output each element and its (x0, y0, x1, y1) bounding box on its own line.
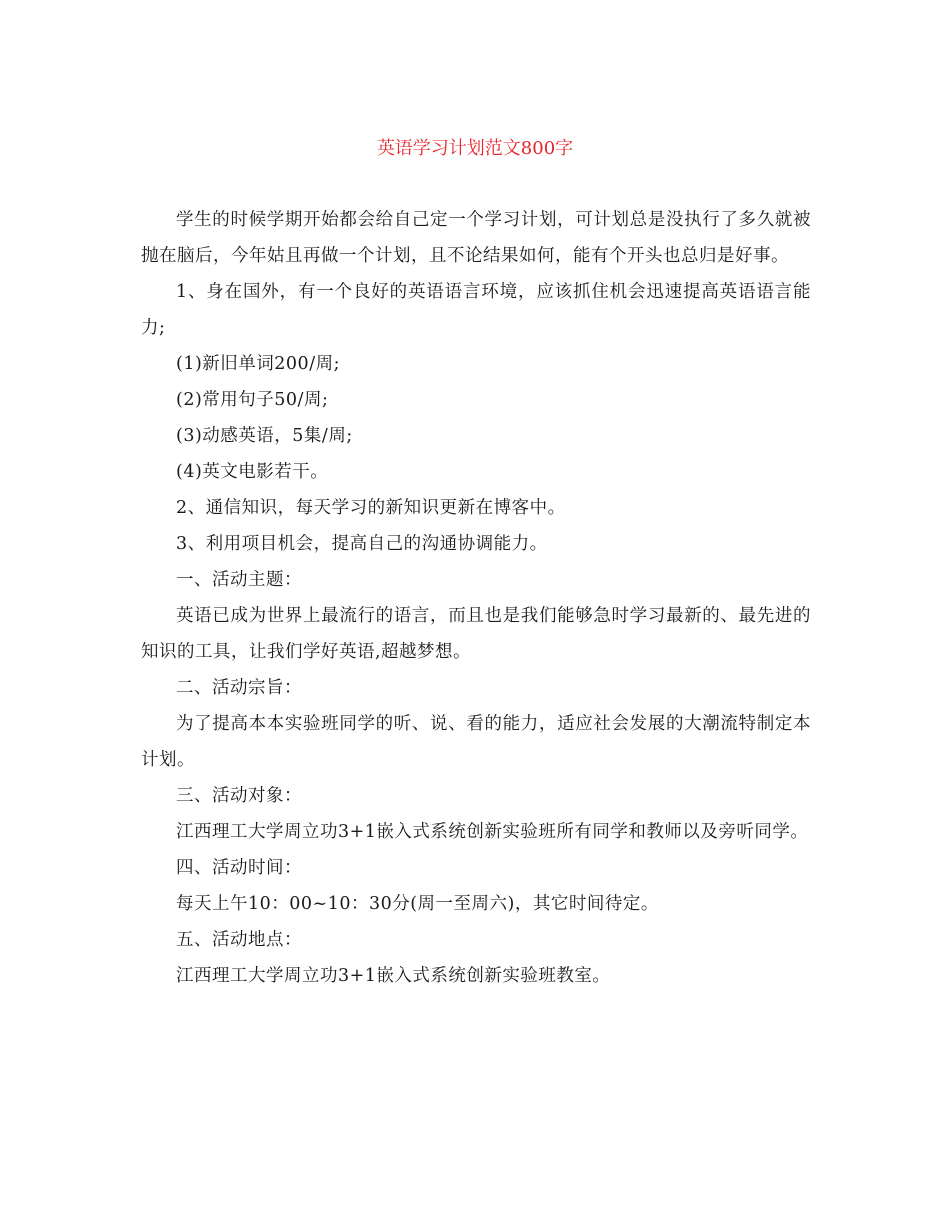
paragraph-item-1: 1、身在国外，有一个良好的英语语言环境，应该抓住机会迅速提高英语语言能力; (141, 282, 811, 338)
paragraph-subitem-3: (3)动感英语，5集/周; (176, 426, 353, 446)
paragraph-subitem-2: (2)常用句子50/周; (176, 390, 329, 410)
paragraph-purpose: 为了提高本本实验班同学的听、说、看的能力，适应社会发展的大潮流特制定本计划。 (141, 714, 811, 770)
paragraph-theme: 英语已成为世界上最流行的语言，而且也是我们能够急时学习最新的、最先进的知识的工具，让我们学好英语,超越梦想。 (141, 606, 811, 662)
section-heading-time: 四、活动时间： (176, 858, 302, 878)
section-heading-audience: 三、活动对象： (176, 786, 302, 806)
paragraph-time: 每天上午10：00~10：30分(周一至周六)，其它时间待定。 (176, 894, 659, 914)
section-heading-purpose: 二、活动宗旨： (176, 678, 302, 698)
paragraph-audience: 江西理工大学周立功3+1嵌入式系统创新实验班所有同学和教师以及旁听同学。 (176, 822, 809, 842)
section-heading-location: 五、活动地点： (176, 930, 302, 950)
paragraph-intro: 学生的时候学期开始都会给自己定一个学习计划，可计划总是没执行了多久就被抛在脑后，今年姑且再做一个计划，且不论结果如何，能有个开头也总归是好事。 (141, 210, 811, 266)
paragraph-subitem-1: (1)新旧单词200/周; (176, 354, 340, 374)
paragraph-location: 江西理工大学周立功3+1嵌入式系统创新实验班教室。 (176, 966, 611, 986)
paragraph-item-3: 3、利用项目机会，提高自己的沟通协调能力。 (176, 534, 548, 554)
document-body (141, 202, 811, 994)
document-title: 英语学习计划范文800字 (376, 138, 574, 159)
paragraph-item-2: 2、通信知识，每天学习的新知识更新在博客中。 (176, 498, 566, 518)
paragraph-subitem-4: (4)英文电影若干。 (176, 462, 329, 482)
section-heading-theme: 一、活动主题： (176, 570, 302, 590)
